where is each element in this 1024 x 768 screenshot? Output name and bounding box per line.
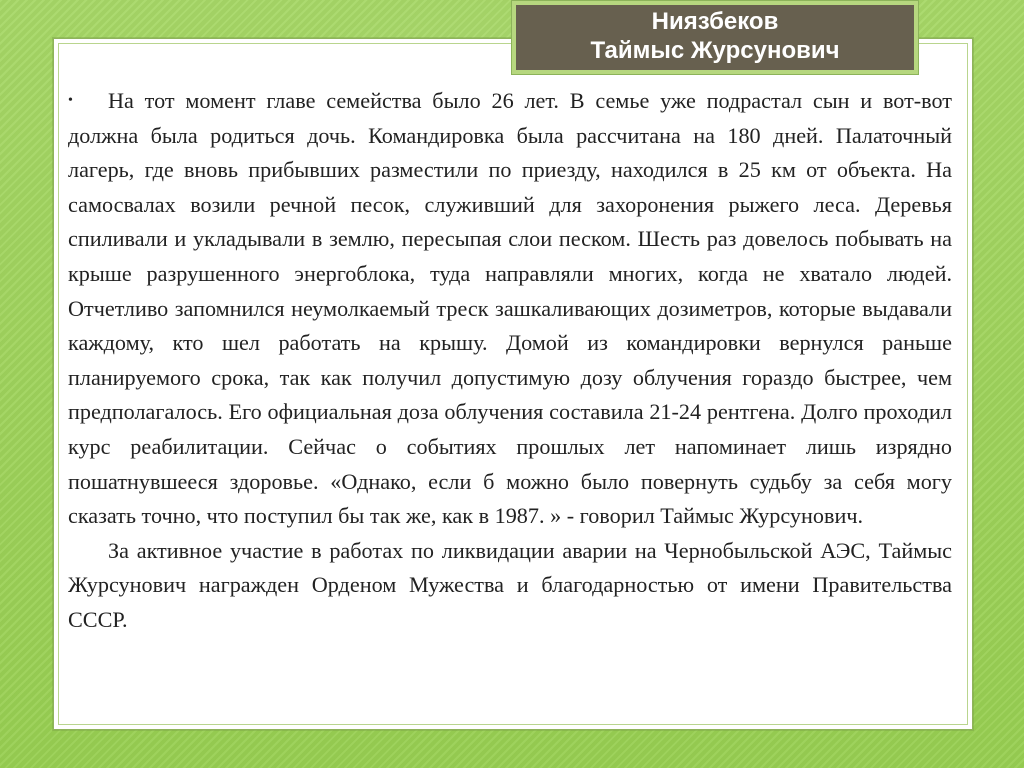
title-box	[511, 0, 919, 75]
paragraph-main	[68, 84, 952, 534]
title-inner	[516, 5, 914, 70]
title-line-surname: Ниязбеков	[651, 8, 779, 35]
paragraph-award: За активное участие в работах по ликвидации аварии на Чернобыльской АЭС, Таймыс Журсунович награжден Орденом Мужества и благодарностью от имени Правительства СССР.	[68, 537, 952, 632]
paragraph-main-text: На тот момент главе семейства было 26 лет. В семье уже подрастал сын и вот-вот должна была родиться дочь. Командировка была рассчитана на 180 дней. Палаточный лагерь, где вновь прибывших разместили по приезду, находился в 25 км от объекта. На самосвалах возили речной песок, служивший для захоронения рыжего леса. Деревья спиливали и укладывали в землю, пересыпая слои песком. Шесть раз довелось побывать на крыше разрушенного энергоблока, туда направляли многих, когда не хватало людей. Отчетливо запомнился неумолкаемый треск зашкаливающих дозиметров, которые выдавали каждому, кто шел работать на крышу. Домой из командировки вернулся раньше планируемого срока, так как получил допустимую дозу облучения гораздо быстрее, чем предполагалось. Его официальная доза облучения составила 21-24 рентгена. Долго проходил курс реабилитации. Сейчас о событиях прошлых лет напоминает лишь изрядно пошатнувшееся здоровье. «Однако, если б можно было повернуть судьбу за себя могу сказать точно, что поступил бы так же, как в 1987. » - говорил Таймыс Журсунович.	[68, 88, 952, 529]
title-line-name: Таймыс Журсунович	[590, 37, 840, 64]
bullet-icon: •	[68, 93, 73, 108]
body-text	[68, 84, 952, 638]
